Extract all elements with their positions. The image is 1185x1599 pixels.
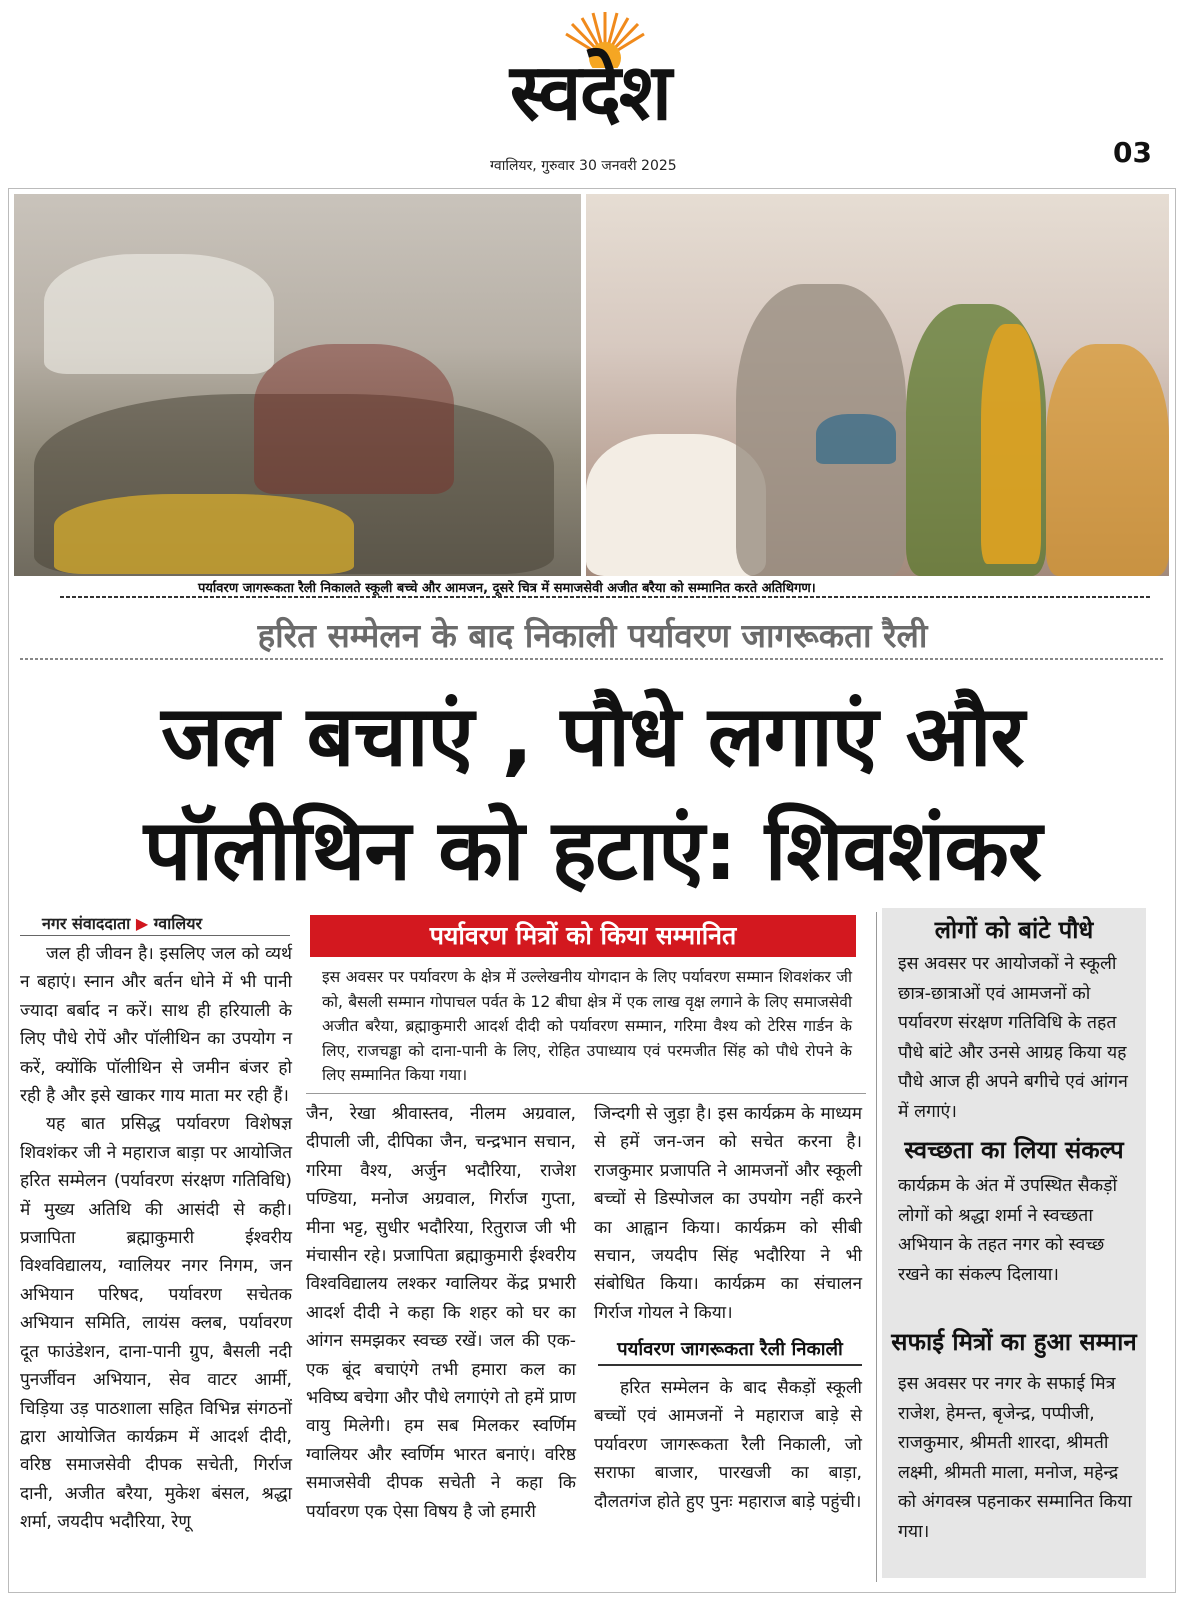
sidebar-heading-sanitation: सफाई मित्रों का हुआ सम्मान <box>891 1328 1137 1356</box>
paragraph: जैन, रेखा श्रीवास्तव, नीलम अग्रवाल, दीपाली जी, दीपिका जैन, चन्द्रभान सचान, गरिमा वैश्य, अर्जुन भदौरिया, राजेश पण्डिया, मनोज अग्रवाल, गिर्राज गुप्ता, मीना भट्ट, सुधीर भदौरिया, रितुराज जी भी मंचासीन रहे। प्रजापिता ब्रह्माकुमारी ईश्वरीय विश्वविद्यालय लश्कर ग्वालियर केंद्र प्रभारी आदर्श दीदी ने कहा कि शहर को घर का आंगन समझकर स्वच्छ रखें। जल की एक-एक बूंद बचाएंगे तभी हमारा कल का भविष्य बचेगा और पौधे लगाएंगे तो हमें प्राण वायु मिलेगी। हम सब मिलकर स्वर्णिम ग्वालियर और स्वर्णिम भारत बनाएं। वरिष्ठ समाजसेवी दीपक सचेती ने कहा कि पर्यावरण एक ऐसा विषय है जो हमारी <box>306 1104 576 1522</box>
sidebar-text-cleanliness: कार्यक्रम के अंत में उपस्थित सैकड़ों लोगों को श्रद्धा शर्मा ने स्वच्छता अभियान के तहत नगर को स्वच्छ रखने का संकल्प दिलाया। <box>898 1176 1118 1285</box>
rally-text <box>594 1374 862 1516</box>
photo-caption: पर्यावरण जागरूकता रैली निकालते स्कूली बच्चे और आमजन, दूसरे चित्र में समाजसेवी अजीत बरैया को सम्मानित करते अतिथिगण। <box>198 581 816 596</box>
masthead <box>0 0 1185 185</box>
byline-city: ग्वालियर <box>153 914 203 933</box>
headline-line-1: जल बचाएं , पौधे लगाएं और <box>161 687 1024 785</box>
article-column-2 <box>306 1100 576 1526</box>
rally-photo <box>14 194 581 576</box>
article-column-3 <box>594 1100 862 1327</box>
byline <box>42 912 202 934</box>
byline-reporter: नगर संवाददाता <box>42 914 131 933</box>
headline-line-2: पॉलीथिन को हटाएं: शिवशंकर <box>143 801 1042 899</box>
kicker: हरित सम्मेलन के बाद निकाली पर्यावरण जागरूकता रैली <box>257 616 928 655</box>
kicker-divider <box>20 658 1165 660</box>
sidebar-heading-cleanliness: स्वच्छता का लिया संकल्प <box>904 1136 1124 1164</box>
page-number: 03 <box>1113 136 1152 169</box>
honours-box-title: पर्यावरण मित्रों को किया सम्मानित <box>310 915 856 957</box>
article-column-1 <box>20 940 292 1537</box>
logo-text: स्वदेश <box>509 47 671 138</box>
box-divider <box>306 1093 866 1094</box>
caption-divider <box>60 596 1150 598</box>
byline-divider <box>20 935 290 936</box>
dateline: ग्वालियर, गुरुवार 30 जनवरी 2025 <box>490 158 677 174</box>
sidebar-panel <box>882 908 1146 1578</box>
honours-box-text: इस अवसर पर पर्यावरण के क्षेत्र में उल्लेखनीय योगदान के लिए पर्यावरण सम्मान शिवशंकर जी को, बैसली सम्मान गोपाचल पर्वत के 12 बीघा क्षेत्र में एक लाख वृक्ष लगाने के लिए समाजसेवी अजीत बरैया, ब्रह्माकुमारी आदर्श दीदी को पर्यावरण सम्मान, गरिमा वैश्य को टेरिस गार्डन के लिए, राजचड्ढा को दाना-पानी के लिए, रोहित उपाध्याय एवं परमजीत सिंह को पौधे रोपने के लिए सम्मानित किया गया। <box>322 968 852 1085</box>
rally-subheading: पर्यावरण जागरूकता रैली निकाली <box>617 1339 843 1360</box>
rally-subheading-underline <box>598 1364 862 1366</box>
newspaper-logo <box>420 8 760 138</box>
paragraph: जल ही जीवन है। इसलिए जल को व्यर्थ न बहाएं। स्नान और बर्तन धोने में भी पानी ज्यादा बर्बाद न करें। साथ ही हरियाली के लिए पौधे रोपें और पॉलीथिन का उपयोग न करें, क्योंकि पॉलीथिन से जमीन बंजर हो रही है और इसे खाकर गाय माता मर रही हैं। <box>20 944 292 1107</box>
paragraph: जिन्दगी से जुड़ा है। इस कार्यक्रम के माध्यम से हमें जन-जन को सचेत करना है। राजकुमार प्रजापति ने आमजनों और स्कूली बच्चों से डिस्पोजल का उपयोग नहीं करने का आह्वान किया। कार्यक्रम को सीबी सचान, जयदीप सिंह भदौरिया ने भी संबोधित किया। कार्यक्रम का संचालन गिर्राज गोयल ने किया। <box>594 1104 862 1323</box>
sidebar-heading-plants: लोगों को बांटे पौधे <box>934 916 1094 944</box>
triangle-right-icon: ▶ <box>135 914 149 933</box>
sidebar-text-plants: इस अवसर पर आयोजकों ने स्कूली छात्र-छात्राओं एवं आमजनों को पर्यावरण संरक्षण गतिविधि के तहत पौधे बांटे और उनसे आग्रह किया यह पौधे आज ही अपने बगीचे एवं आंगन में लगाएं। <box>898 954 1128 1122</box>
paragraph: यह बात प्रसिद्ध पर्यावरण विशेषज्ञ शिवशंकर जी ने महाराज बाड़ा पर आयोजित हरित सम्मेलन (पर्यावरण संरक्षण गतिविधि) में मुख्य अतिथि की आसंदी से कही। प्रजापिता ब्रह्माकुमारी ईश्वरीय विश्वविद्यालय, ग्वालियर नगर निगम, जन अभियान परिषद, पर्यावरण सचेतक अभियान समिति, लायंस क्लब, पर्यावरण दूत फाउंडेशन, दाना-पानी ग्रुप, बैसली नदी पुनर्जीवन अभियान, सेव वाटर आर्मी, चिड़िया उड़ पाठशाला सहित विभिन्न संगठनों द्वारा आयोजित कार्यक्रम में आदर्श दीदी, वरिष्ठ समाजसेवी दीपक सचेती, गिर्राज दानी, अजीत बरैया, मुकेश बंसल, श्रद्धा शर्मा, जयदीप भदौरिया, रेणू <box>20 1114 292 1533</box>
sidebar-text-sanitation: इस अवसर पर नगर के सफाई मित्र राजेश, हेमन्त, बृजेन्द्र, पप्पीजी, राजकुमार, श्रीमती शारदा, श्रीमती लक्ष्मी, श्रीमती माला, मनोज, महेन्द्र को अंगवस्त्र पहनाकर सम्मानित किया गया। <box>898 1374 1132 1542</box>
paragraph: हरित सम्मेलन के बाद सैकड़ों स्कूली बच्चों एवं आमजनों ने महाराज बाड़े से पर्यावरण जागरूकता रैली निकाली, जो सराफा बाजार, पारखजी का बाड़ा, दौलतगंज होते हुए पुनः महाराज बाड़े पहुंची। <box>594 1378 862 1512</box>
felicitation-photo <box>586 194 1169 576</box>
column-divider <box>876 912 877 1582</box>
